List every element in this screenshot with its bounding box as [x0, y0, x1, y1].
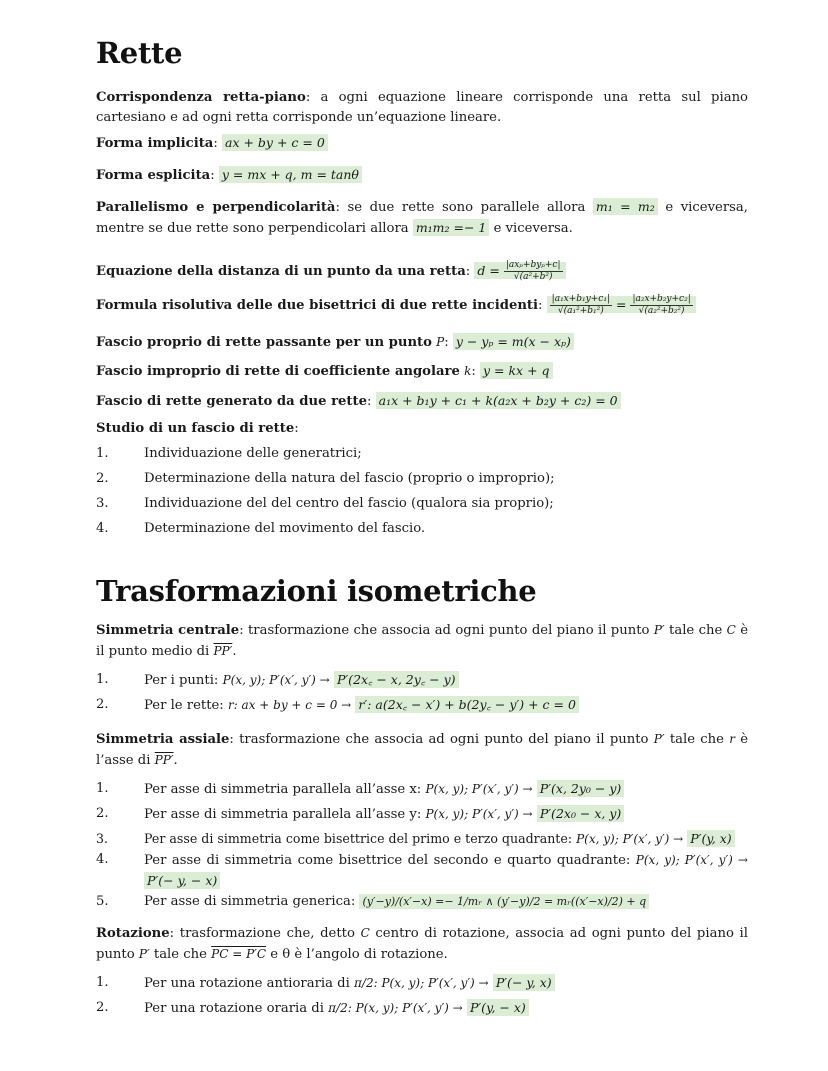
paragraph-rotazione: Rotazione: trasformazione che, detto C centro di rotazione, associa ad ogni punto del piano il punto P′ tale che PC = P′C e θ è l’angolo di rotazione. [96, 926, 748, 962]
formula-fascio-generato: a₁x + b₁y + c₁ + k(a₂x + b₂y + c₂) = 0 [376, 392, 621, 409]
formula-bisettrici: $\frac{\text{|a₁x+b₁y+c₁|}}{\text{√(a₁²+b₁²)}}$ = $\frac{\text{|a₂x+b₂y+c₂|}}{\text{√(a₂²+b₂²)}}$ [547, 296, 696, 313]
formula-parallele: m₁ = m₂ [593, 198, 658, 215]
section-title-rette: Rette [96, 36, 183, 70]
paragraph-simmetria-assiale: Simmetria assiale: trasformazione che associa ad ogni punto del piano il punto P′ tale che r è l’asse di PP′. [96, 732, 748, 768]
paragraph-fascio-proprio: Fascio proprio di rette passante per un punto P: y − yₚ = m(x − xₚ) [96, 332, 748, 353]
paragraph-fascio-generato: Fascio di rette generato da due rette: a₁x + b₁y + c₁ + k(a₂x + b₂y + c₂) = 0 [96, 391, 748, 412]
formula-distanza: d = $\frac{\text{|axₚ+byₚ+c|}}{\text{√(a²+b²)}}$ [474, 262, 565, 279]
formula-implicita: ax + by + c = 0 [222, 134, 328, 151]
paragraph-corrispondenza: Corrispondenza retta-piano: a ogni equazione lineare corrisponde una retta sul piano cartesiano e ad ogni retta corrisponde un’equazione lineare. [96, 90, 749, 125]
paragraph-simmetria-centrale: Simmetria centrale: trasformazione che associa ad ogni punto del piano il punto P′ tale che C è il punto medio di PP′. [96, 623, 749, 659]
formula-fascio-improprio: y = kx + q [480, 362, 553, 379]
section-title-trasformazioni: Trasformazioni isometriche [96, 574, 537, 608]
paragraph-forma-esplicita: Forma esplicita: y = mx + q, m = tanθ [96, 165, 748, 186]
paragraph-bisettrici: Formula risolutiva delle due bisettrici di due rette incidenti: $\frac{\text{|a₁x+b₁y+c₁|}}{\text{√(a₁²+b₁²)}}$ = $\frac{\text{|a₂x+b₂y+c₂|}}{\text{√(a₂²+b₂²)}}$ [96, 288, 748, 323]
paragraph-parallelismo: Parallelismo e perpendicolarità: se due rette sono parallele allora m₁ = m₂ e viceversa, mentre se due rette sono perpendicolari allora m₁m₂ =− 1 e viceversa. [96, 199, 748, 236]
formula-perpendicolari: m₁m₂ =− 1 [413, 219, 490, 236]
formula-fascio-proprio: y − yₚ = m(x − xₚ) [453, 333, 574, 350]
paragraph-studio-fascio: Studio di un fascio di rette: [96, 421, 299, 436]
paragraph-distanza: Equazione della distanza di un punto da una retta: d = $\frac{\text{|axₚ+byₚ+c|}}{\text{√(a²+b²)}}$ [96, 257, 748, 286]
formula-esplicita: y = mx + q, m = tanθ [219, 166, 362, 183]
paragraph-fascio-improprio: Fascio improprio di rette di coefficiente angolare k: y = kx + q [96, 361, 748, 382]
paragraph-forma-implicita: Forma implicita: ax + by + c = 0 [96, 133, 748, 154]
